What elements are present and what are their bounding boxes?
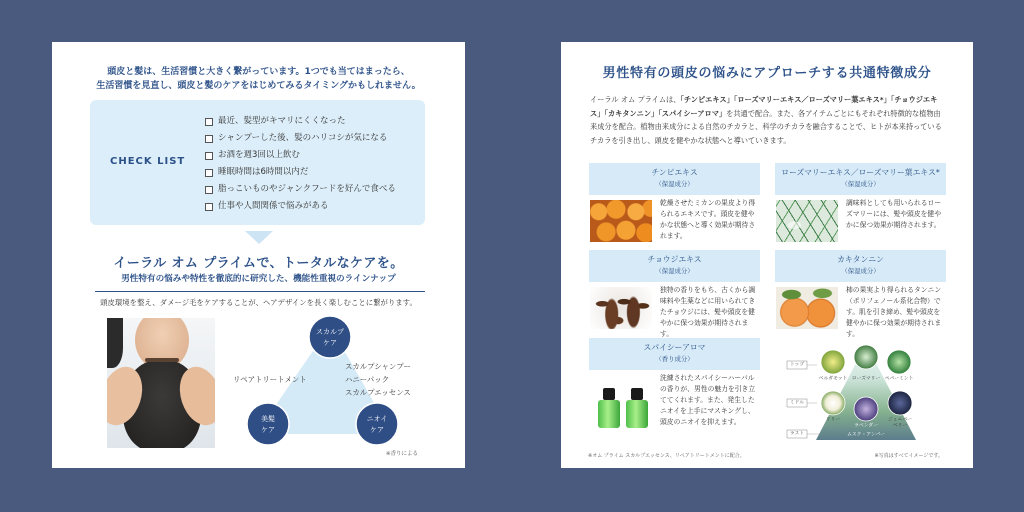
level-last-label: ラスト: [789, 431, 805, 437]
ingredient-name: ローズマリーエキス／ローズマリー葉エキス*: [781, 168, 940, 177]
level-labels: [787, 361, 819, 438]
juniper-berry-image: [888, 391, 912, 415]
checklist-title: CHECK LIST: [110, 156, 186, 167]
ingredient-card-persimmon: [775, 250, 946, 346]
level-middle-label: ミドル: [789, 400, 805, 406]
scalp-care-node: [309, 316, 351, 358]
level-top-label: トップ: [789, 362, 805, 368]
perfume-bottles-photo: [595, 375, 653, 430]
odor-care-label: ケア: [370, 426, 384, 434]
peppermint-image: [887, 350, 911, 374]
mandarin-photo: [590, 200, 652, 242]
checklist-item: [205, 113, 396, 130]
ingredient-card-chinpi: [589, 163, 760, 259]
bergamot-image: [821, 350, 845, 374]
repair-treatment-label: リペアトリートメント: [233, 375, 307, 384]
middle-note-label: ベリー: [892, 423, 908, 429]
ingredient-description: 調味料としても用いられるローズマリーには、髪や頭皮を健やかに保つ効果が期待されます。: [846, 199, 942, 229]
ingredient-type: （保湿成分）: [841, 180, 880, 188]
footnote: ※香りによる: [385, 451, 418, 457]
divider-line: [95, 291, 425, 292]
odor-care-label: ニオイ: [366, 415, 388, 423]
intro-segment: イーラル オム プライムは、: [590, 95, 681, 104]
ingredient-description: 独特の香りをもち、古くから調味料や生薬などに用いられてきたチョウジには、髪や頭皮を健やかに保つ効果が期待されます。: [660, 286, 756, 338]
bottle-cap: [631, 388, 643, 400]
checkbox-icon: [205, 203, 213, 211]
ingredient-header: [589, 163, 760, 195]
ingredient-name: チョウジエキス: [647, 255, 702, 264]
top-note-label: ローズマリー: [851, 376, 881, 382]
hair-care-node: [247, 403, 289, 445]
fragrance-pyramid: [785, 340, 950, 448]
checklist-item-text: お酒を週3回以上飲む: [218, 150, 300, 160]
clove-photo: [590, 287, 652, 329]
checklist-item: [205, 147, 396, 164]
odor-care-circle: [356, 403, 398, 445]
intro-segment-emphasis: 「チンピエキス」「ローズマリーエキス／ローズマリー葉エキス*」「チョウジエキス」「カキタンニン」「スパイシーアロマ」: [590, 95, 938, 118]
checklist: [205, 113, 396, 215]
checklist-item: [205, 181, 396, 198]
ingredient-type: （保湿成分）: [841, 267, 880, 275]
checkbox-icon: [205, 135, 213, 143]
top-note-label: ベルガモット: [818, 376, 848, 382]
middle-note-label: ジュニパー: [888, 417, 912, 423]
page-title: 男性特有の頭皮の悩みにアプローチする共通特徴成分: [602, 66, 932, 81]
odor-care-node: [356, 403, 398, 445]
right-page: [561, 42, 973, 468]
product-label: スカルプシャンプー: [345, 362, 411, 371]
ingredient-card-spicy-aroma: [589, 338, 760, 438]
lily-image: [821, 391, 845, 415]
ingredient-name: カキタンニン: [837, 255, 884, 264]
intro-text: [52, 65, 465, 93]
bottle-cap: [603, 388, 615, 400]
persimmon-photo: [776, 287, 838, 329]
ingredient-header: [775, 250, 946, 282]
hair-care-label: 美髪: [261, 415, 275, 423]
intro-line: 頭皮と髪は、生活習慣と大きく繋がっています。1つでも当てはまったら、: [107, 67, 410, 77]
checklist-item: [205, 164, 396, 181]
hair-care-circle: [247, 403, 289, 445]
ingredient-card-clove: [589, 250, 760, 346]
lavender-image: [854, 397, 878, 421]
ingredient-description: 乾燥させたミカンの果皮より得られるエキスです。頭皮を健やかな状態へと導く効果が期待されます。: [660, 199, 756, 240]
ingredient-name: スパイシーアロマ: [643, 343, 706, 352]
perfume-bottle: [598, 400, 620, 428]
middle-note-label: ラベンダー: [854, 423, 878, 429]
footnote-left: ※オム プライム スカルプエッセンス、リペアトリートメントに配合。: [588, 453, 745, 459]
product-label: スカルプエッセンス: [345, 388, 411, 397]
perfume-bottle: [626, 400, 648, 428]
scalp-care-label: スカルプ: [316, 328, 344, 336]
ingredient-header: [589, 338, 760, 370]
rosemary-photo: [776, 200, 838, 242]
ingredient-header: [589, 250, 760, 282]
scalp-care-circle: [309, 316, 351, 358]
ingredient-description: 柿の果実より得られるタンニン（ポリフェノール系化合物）です。肌を引き締め、髪や頭皮を健やかに保つ効果が期待されます。: [846, 286, 942, 338]
checklist-item-text: 睡眠時間は6時間以内だ: [218, 167, 309, 177]
checklist-item-text: 仕事や人間関係で悩みがある: [218, 201, 329, 211]
ingredient-card-rosemary: [775, 163, 946, 259]
left-page: [52, 42, 465, 468]
scalp-care-label: ケア: [323, 339, 337, 347]
ingredient-name: チンピエキス: [651, 168, 698, 177]
checkbox-icon: [205, 152, 213, 160]
photo-brow: [145, 358, 179, 362]
checkbox-icon: [205, 118, 213, 126]
product-label: ハニーパック: [345, 375, 389, 384]
intro-paragraph: [590, 93, 946, 147]
top-note-label: ペパーミント: [884, 376, 914, 382]
body-text: 頭皮環境を整え、ダメージ毛をケアすることが、ヘアデザインを長く楽しむことに繋がります。: [100, 298, 417, 307]
photo-shoulder: [107, 318, 123, 368]
intro-segment: を共通で配合。また、各アイテムごとにもそれぞれ特徴的な植物由来成分を配合。植物由来成分による自然のチカラと、科学のチカラを融合することで、ヒトが本来持っているチカラを引き出し、頭皮を健やかな状態へと導いていきます。: [590, 108, 942, 145]
hair-care-label: ケア: [261, 426, 275, 434]
middle-note-label: リリー: [825, 417, 841, 423]
checklist-item: [205, 198, 396, 215]
scalp-product-labels: [345, 360, 411, 399]
last-note-label: ムスク・アンバー: [847, 432, 885, 438]
rosemary-image: [854, 345, 878, 369]
checklist-item-text: シャンプーした後、髪のハリコシが気になる: [218, 133, 388, 143]
section-subheading: 男性特有の悩みや特性を徹底的に研究した、機能性重視のラインナップ: [121, 274, 396, 284]
checklist-item: [205, 130, 396, 147]
ingredient-type: （保湿成分）: [655, 267, 694, 275]
footnote-right: ※写真はすべてイメージです。: [874, 453, 943, 459]
checklist-item-text: 最近、髪型がキマリにくくなった: [218, 116, 346, 126]
section-heading: イーラル オム プライムで、トータルなケアを。: [113, 256, 404, 271]
head-massage-photo: [107, 318, 215, 448]
checkbox-icon: [205, 169, 213, 177]
ingredient-description: 洗練されたスパイシーハーバルの香りが、男性の魅力を引き立ててくれます。また、発生したニオイを上手にマスキングし、頭皮のニオイを抑えます。: [660, 374, 756, 426]
checklist-item-text: 脂っこいものやジャンクフードを好んで食べる: [218, 184, 396, 194]
ingredient-header: [775, 163, 946, 195]
intro-line: 生活習慣を見直し、頭皮と髪のケアをはじめてみるタイミングかもしれません。: [96, 81, 421, 91]
down-arrow-icon: [245, 231, 273, 244]
ingredient-type: （保湿成分）: [655, 180, 694, 188]
ingredient-type: （香り成分）: [655, 355, 694, 363]
checkbox-icon: [205, 186, 213, 194]
